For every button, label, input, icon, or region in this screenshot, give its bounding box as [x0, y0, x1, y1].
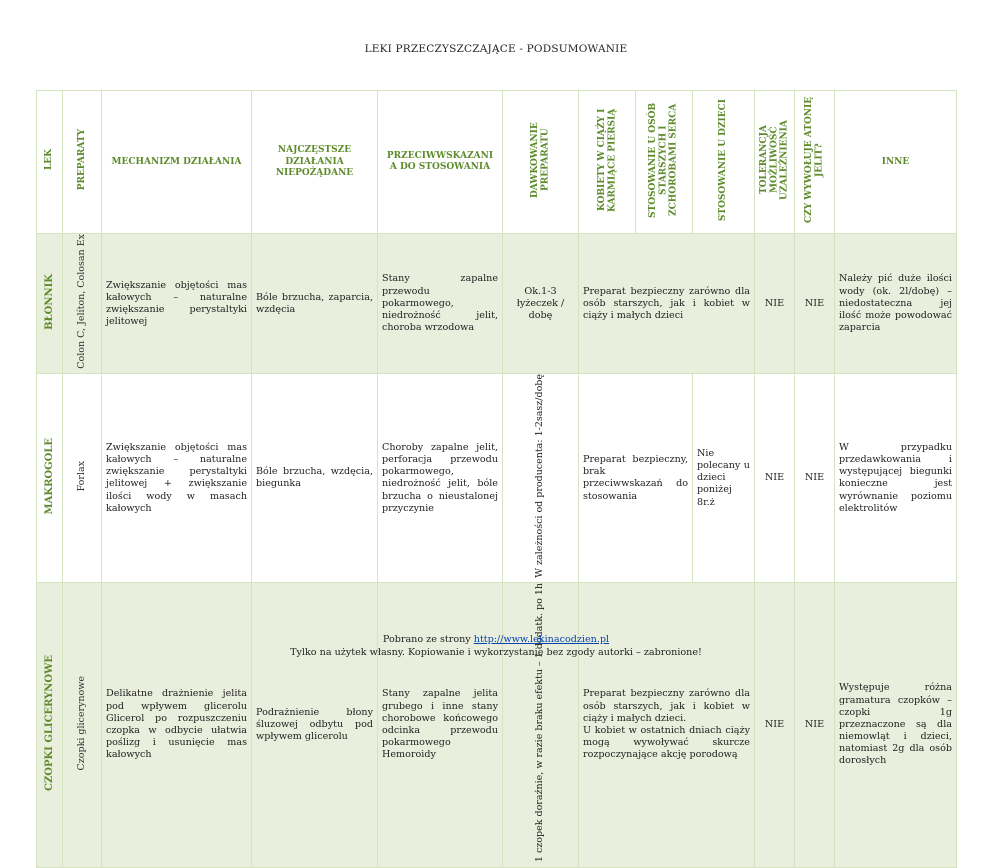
header-preparaty: PREPARATY: [63, 91, 102, 234]
source-link[interactable]: http://www.lekinacodzien.pl: [473, 634, 610, 645]
footer: [0, 633, 992, 659]
dosage-cell: Ok.1-3 łyżeczek / dobę: [503, 234, 579, 374]
header-starsi: STOSOWANIE U OSÓB STARSZYCH I ZCHOROBAMI SERCA: [636, 91, 693, 234]
header-ciaza: KOBIETY W CIĄŻY I KARMIĄCE PIERSIĄ: [579, 91, 636, 234]
tolerance-cell: NIE: [755, 234, 795, 374]
header-mechanizm: MECHANIZM DZIAŁANIA: [102, 91, 252, 234]
copyright-notice: Tylko na użytek własny. Kopiowanie i wykorzystanie bez zgody autorki – zabronione!: [290, 647, 702, 659]
drug-preparations: Colon C, Jelíton, Colosan Ex: [63, 234, 102, 374]
table-row-blonnik: [37, 234, 957, 374]
side-effects-cell: Bóle brzucha, wzdęcia, biegunka: [252, 374, 378, 583]
notes-cell: W przypadku przedawkowania i występującej biegunki konieczne jest wyrównanie poziomu elektrolitów: [835, 374, 957, 583]
atony-cell: NIE: [795, 583, 835, 867]
mechanism-cell: Zwiększanie objętości mas kałowych – naturalne zwiększanie perystaltyki jelitowej + zwiększanie ilości wody w masach kałowych: [102, 374, 252, 583]
source-line: [0, 633, 992, 646]
page-title: LEKI PRZECZYSZCZAJĄCE - PODSUMOWANIE: [364, 43, 628, 55]
children-cell: Nie polecany u dzieci poniżej 8r.ż: [693, 374, 755, 583]
header-dawkowanie: DAWKOWANIE PREPARATU: [503, 91, 579, 234]
table-row-czopki: [37, 583, 957, 867]
header-inne: INNE: [835, 91, 957, 234]
mechanism-cell: Zwiększanie objętości mas kałowych – naturalne zwiększanie perystaltyki jelitowej: [102, 234, 252, 374]
contraindications-cell: Stany zapalne przewodu pokarmowego, niedrożność jelit, choroba wrzodowa: [378, 234, 503, 374]
header-row: [37, 91, 957, 234]
dosage-cell: W zależności od producenta: 1-2sasz/dobę: [503, 374, 579, 583]
header-dzieci: STOSOWANIE U DZIECI: [693, 91, 755, 234]
mechanism-cell: Delikatne drażnienie jelita pod wpływem glicerolu Glicerol po rozpuszczeniu czopka w odbycie ułatwia poślizg i usunięcie mas kałowych: [102, 583, 252, 867]
usage-cell: [579, 583, 755, 867]
dosage-cell: 1 czopek doraźnie, w razie braku efektu – 1 dodatk. po 1h: [503, 583, 579, 867]
source-prefix: Pobrano ze strony: [382, 634, 474, 645]
contraindications-cell: Stany zapalne jelita grubego i inne stany chorobowe końcowego odcinka przewodu pokarmowego Hemoroidy: [378, 583, 503, 867]
side-effects-cell: Bóle brzucha, zaparcia, wzdęcia: [252, 234, 378, 374]
tolerance-cell: NIE: [755, 374, 795, 583]
drug-name: BŁONNIK: [37, 234, 63, 374]
usage-warning: U kobiet w ostatnich dniach ciąży mogą wywoływać skurcze rozpoczynające akcję porodową: [583, 724, 750, 761]
contraindications-cell: Choroby zapalne jelit, perforacja przewodu pokarmowego, niedrożność jelit, bóle brzucha o nieustalonej przyczynie: [378, 374, 503, 583]
usage-text: Preparat bezpieczny zarówno dla osób starszych, jak i kobiet w ciąży i małych dzieci.: [583, 688, 750, 724]
drug-preparations: Czopki glicerynowe: [63, 583, 102, 867]
header-atonia: CZY WYWOŁUJE ATONIĘ JELIT?: [795, 91, 835, 234]
table-row-makrogole: [37, 374, 957, 583]
side-effects-cell: Podrażnienie błony śluzowej odbytu pod wpływem glicerolu: [252, 583, 378, 867]
header-tolerancja: TOLERANCJA MOŻLIWOŚĆ UZALEŻNIENIA: [755, 91, 795, 234]
usage-cell: Preparat bezpieczny, brak przeciwwskazań do stosowania: [579, 374, 693, 583]
notes-cell: Występuje różna gramatura czopków – czopki 1g przeznaczone są dla niemowląt i dzieci, natomiast 2g dla osób dorosłych: [835, 583, 957, 867]
notes-cell: Należy pić duże ilości wody (ok. 2l/dobę) – niedostateczna jej ilość może powodować zaparcia: [835, 234, 957, 374]
drug-name: CZOPKI GLICERYNOWE: [37, 583, 63, 867]
usage-cell: Preparat bezpieczny zarówno dla osób starszych, jak i kobiet w ciąży i małych dzieci: [579, 234, 755, 374]
drug-preparations: Forlax: [63, 374, 102, 583]
header-przeciwwskazania: PRZECIWWSKAZANI A DO STOSOWANIA: [378, 91, 503, 234]
tolerance-cell: NIE: [755, 583, 795, 867]
header-dzialania: NAJCZĘSTSZE DZIAŁANIA NIEPOŻĄDANE: [252, 91, 378, 234]
summary-table: [36, 90, 957, 868]
atony-cell: NIE: [795, 374, 835, 583]
atony-cell: NIE: [795, 234, 835, 374]
drug-name: MAKROGOLE: [37, 374, 63, 583]
header-lek: LEK: [37, 91, 63, 234]
